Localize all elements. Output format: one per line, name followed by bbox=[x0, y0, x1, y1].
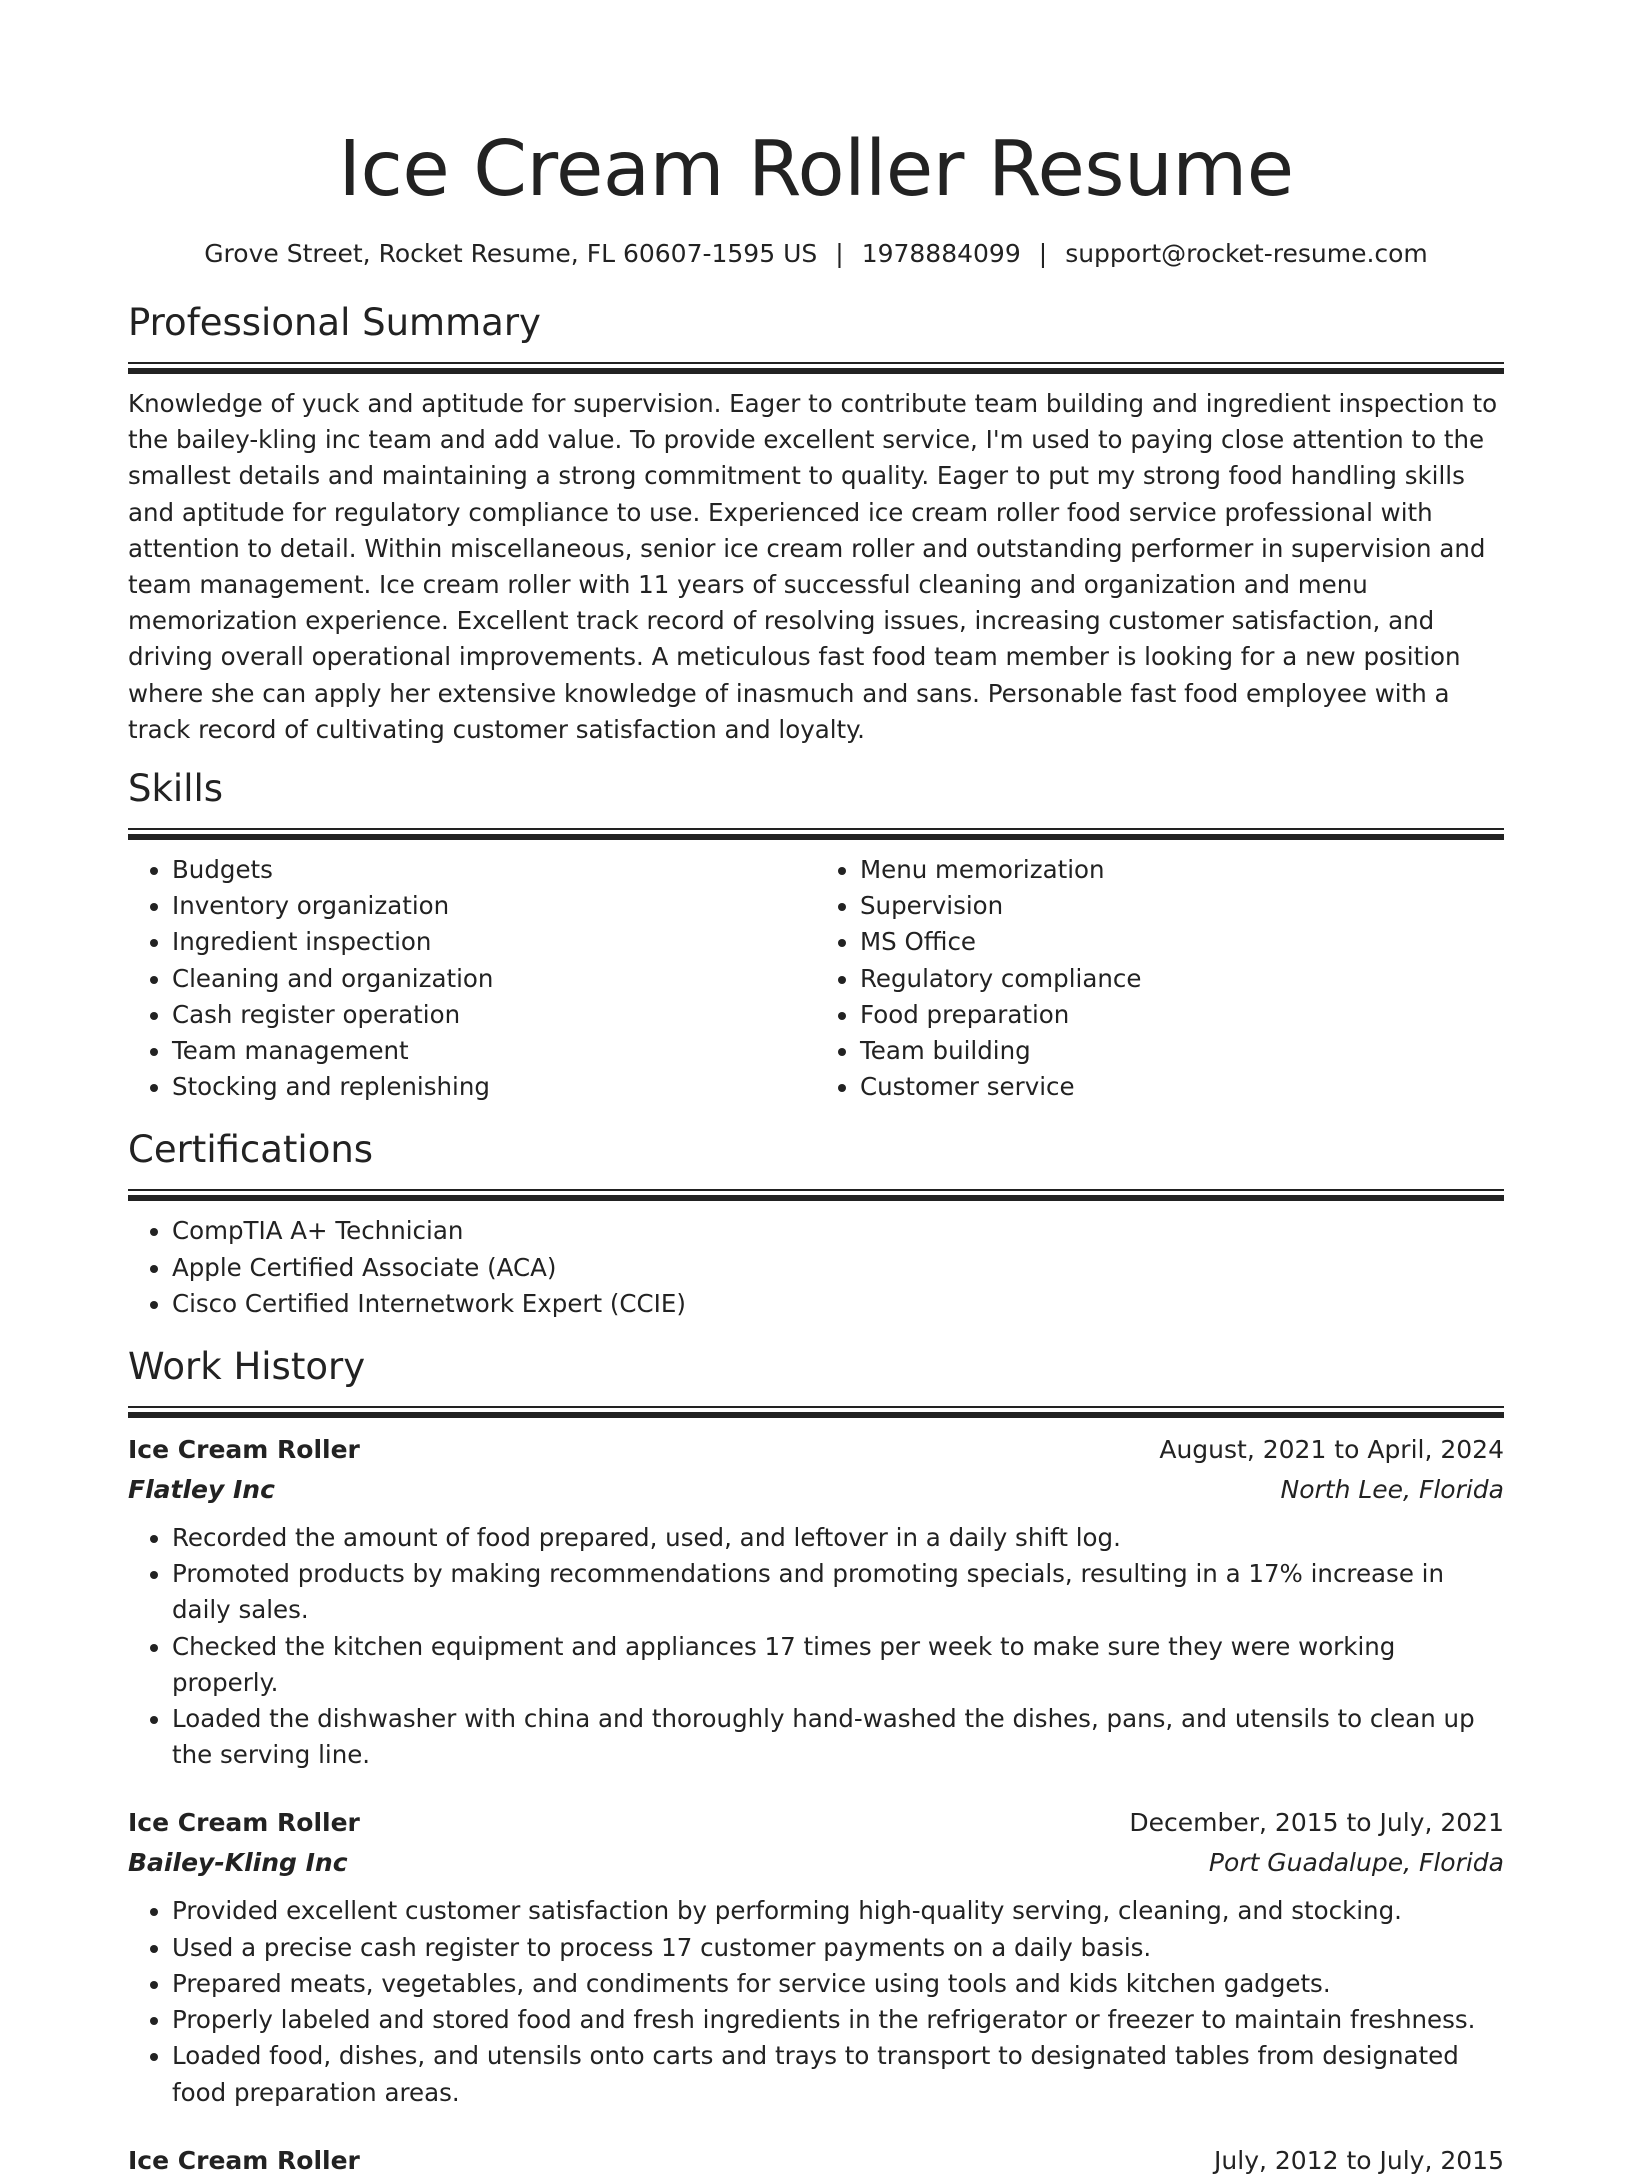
job-subheader-row bbox=[128, 1470, 1504, 1510]
summary-section bbox=[128, 298, 1504, 748]
skills-heading: Skills bbox=[128, 767, 224, 811]
job-title: Ice Cream Roller bbox=[128, 1435, 360, 1465]
certifications-list bbox=[128, 1213, 1504, 1322]
section-divider bbox=[128, 1406, 1504, 1418]
job-bullet: • Properly labeled and stored food and fresh ingredients in the refrigerator or freezer to maintain freshness. bbox=[172, 2002, 1504, 2038]
contact-separator: | bbox=[835, 239, 844, 268]
skill-item: • Supervision bbox=[860, 888, 1504, 924]
work-heading: Work History bbox=[128, 1345, 366, 1389]
job-bullet: • Prepared meats, vegetables, and condiments for service using tools and kids kitchen gadgets. bbox=[172, 1966, 1504, 2002]
skill-item: • MS Office bbox=[860, 924, 1504, 960]
job-header-row bbox=[128, 2141, 1504, 2181]
contact-separator: | bbox=[1038, 239, 1048, 268]
contact-address: Grove Street, Rocket Resume, FL 60607-1595 US bbox=[204, 239, 818, 268]
contact-phone: 1978884099 bbox=[861, 239, 1021, 268]
summary-text: Knowledge of yuck and aptitude for supervision. Eager to contribute team building and ingredient inspection to the bailey-kling inc team and add value. To provide excellent service, I'm used to paying close attention to the smallest details and maintaining a strong commitment to quality. Eager to put my strong food handling skills and aptitude for regulatory compliance to use. Experienced ice cream roller food service professional with attention to detail. Within miscellaneous, senior ice cream roller and outstanding performer in supervision and team management. Ice cream roller with 11 years of successful cleaning and organization and menu memorization experience. Excellent track record of resolving issues, increasing customer satisfaction, and driving overall operational improvements. A meticulous fast food team member is looking for a new position where she can apply her extensive knowledge of inasmuch and sans. Personable fast food employee with a track record of cultivating customer satisfaction and loyalty. bbox=[128, 389, 1498, 744]
job-bullet: • Loaded food, dishes, and utensils onto carts and trays to transport to designated tables from designated food preparation areas. bbox=[172, 2038, 1504, 2110]
skill-item: • Team management bbox=[172, 1033, 816, 1069]
skill-item: • Budgets bbox=[172, 852, 816, 888]
contact-line bbox=[128, 236, 1504, 272]
certification-item: • CompTIA A+ Technician bbox=[172, 1213, 1504, 1249]
skill-item: • Food preparation bbox=[860, 997, 1504, 1033]
job-bullet: • Loaded the dishwasher with china and thoroughly hand-washed the dishes, pans, and utensils to clean up the serving line. bbox=[172, 1701, 1504, 1773]
skill-item: • Cash register operation bbox=[172, 997, 816, 1033]
skill-item: • Stocking and replenishing bbox=[172, 1069, 816, 1105]
skills-list-right bbox=[816, 852, 1504, 1105]
job-company: Bailey-Kling Inc bbox=[128, 1848, 348, 1878]
contact-email: support@rocket-resume.com bbox=[1065, 239, 1428, 268]
skills-list-left bbox=[128, 852, 816, 1105]
skill-item: • Customer service bbox=[860, 1069, 1504, 1105]
job-subheader-row bbox=[128, 1843, 1504, 1883]
job-entry bbox=[128, 1430, 1504, 1773]
job-bullet: • Used a precise cash register to process 17 customer payments on a daily basis. bbox=[172, 1930, 1504, 1966]
skill-item: • Cleaning and organization bbox=[172, 961, 816, 997]
skills-section bbox=[128, 764, 1504, 1105]
job-dates: August, 2021 to April, 2024 bbox=[1159, 1435, 1504, 1465]
job-company: Flatley Inc bbox=[128, 1475, 275, 1505]
certification-item: • Apple Certified Associate (ACA) bbox=[172, 1250, 1504, 1286]
skill-item: • Regulatory compliance bbox=[860, 961, 1504, 997]
skill-item: • Ingredient inspection bbox=[172, 924, 816, 960]
resume-title: Ice Cream Roller Resume bbox=[338, 125, 1294, 214]
skill-item: • Team building bbox=[860, 1033, 1504, 1069]
skill-item: • Menu memorization bbox=[860, 852, 1504, 888]
job-bullet: • Checked the kitchen equipment and appliances 17 times per week to make sure they were working properly. bbox=[172, 1629, 1504, 1701]
job-location: Port Guadalupe, Florida bbox=[1208, 1848, 1504, 1878]
job-bullets bbox=[128, 1520, 1504, 1773]
section-divider bbox=[128, 828, 1504, 840]
job-header-row bbox=[128, 1803, 1504, 1843]
job-entry bbox=[128, 1803, 1504, 2110]
summary-heading: Professional Summary bbox=[128, 301, 541, 344]
job-dates: December, 2015 to July, 2021 bbox=[1129, 1808, 1504, 1838]
job-bullet: • Promoted products by making recommendations and promoting specials, resulting in a 17% increase in daily sales. bbox=[172, 1556, 1504, 1628]
job-title: Ice Cream Roller bbox=[128, 1808, 360, 1838]
job-entry bbox=[128, 2141, 1504, 2181]
job-bullet: • Provided excellent customer satisfaction by performing high-quality serving, cleaning, and stocking. bbox=[172, 1893, 1504, 1929]
certifications-section bbox=[128, 1125, 1504, 1322]
resume-page bbox=[128, 0, 1504, 2175]
skill-item: • Inventory organization bbox=[172, 888, 816, 924]
job-title: Ice Cream Roller bbox=[128, 2145, 360, 2175]
job-dates: July, 2012 to July, 2015 bbox=[1214, 2145, 1504, 2175]
section-divider bbox=[128, 1189, 1504, 1201]
section-divider bbox=[128, 362, 1504, 374]
skills-grid bbox=[128, 852, 1504, 1105]
job-location: North Lee, Florida bbox=[1280, 1475, 1504, 1505]
work-section bbox=[128, 1342, 1504, 2181]
job-bullet: • Recorded the amount of food prepared, used, and leftover in a daily shift log. bbox=[172, 1520, 1504, 1556]
certifications-heading: Certifications bbox=[128, 1128, 374, 1172]
job-header-row bbox=[128, 1430, 1504, 1470]
certification-item: • Cisco Certified Internetwork Expert (CCIE) bbox=[172, 1286, 1504, 1322]
job-bullets bbox=[128, 1893, 1504, 2110]
